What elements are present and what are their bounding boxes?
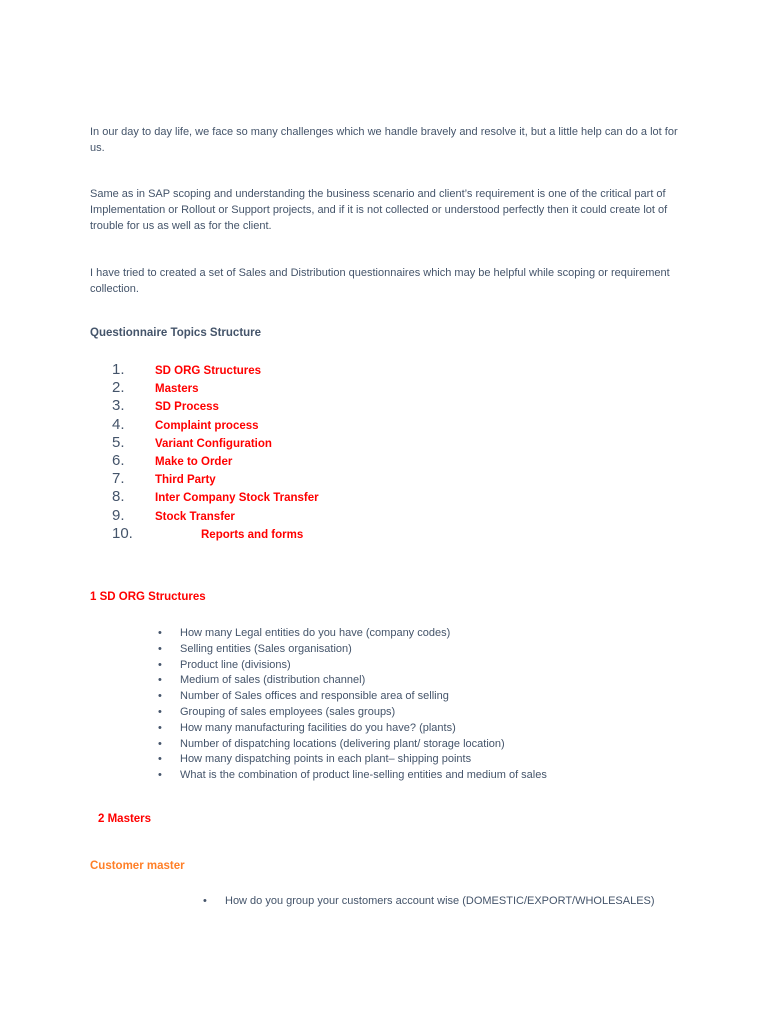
bullet-icon: • — [158, 737, 162, 750]
toc-item-label: Make to Order — [155, 455, 233, 468]
list-item-text: Number of dispatching locations (delivering plant/ storage location) — [180, 737, 505, 750]
toc-item-number: 4. — [112, 415, 125, 433]
toc-item-number: 10. — [112, 524, 133, 542]
toc-item-number: 6. — [112, 451, 125, 469]
toc-item-label: Complaint process — [155, 419, 259, 432]
bullet-icon: • — [158, 658, 162, 671]
intro-paragraph-1: In our day to day life, we face so many challenges which we handle bravely and resolve it, but a little help can do a lot for us. — [90, 126, 678, 154]
bullet-icon: • — [158, 721, 162, 734]
toc-item-number: 7. — [112, 470, 125, 488]
list-item-text: How many Legal entities do you have (company codes) — [180, 627, 451, 639]
toc-item-number: 1. — [112, 361, 125, 378]
toc-item-number: 9. — [112, 506, 125, 524]
toc-heading: Questionnaire Topics Structure — [90, 327, 262, 339]
list-item-text: What is the combination of product line-selling entities and medium of sales — [180, 769, 547, 782]
bullet-icon: • — [158, 690, 162, 703]
list-item-text: How many manufacturing facilities do you have? (plants) — [180, 721, 456, 734]
toc-item-number: 2. — [112, 379, 125, 397]
toc-item-number: 8. — [112, 488, 125, 506]
intro-paragraph-3: I have tried to created a set of Sales and Distribution questionnaires which may be helpful while scoping or requirement collection. — [90, 267, 670, 295]
intro-paragraph-2: Same as in SAP scoping and understanding the business scenario and client’s requirement is one of the critical part of Implementation or Rollout or Support projects, and if it is not collected or understood perfectly then it could create lot of trouble for us as well as for the client. — [90, 188, 668, 232]
section-1-heading: 1 SD ORG Structures — [90, 591, 206, 603]
bullet-icon: • — [158, 642, 162, 655]
toc-item-label: SD ORG Structures — [155, 365, 262, 377]
list-item-text: Medium of sales (distribution channel) — [180, 674, 366, 687]
list-item-text: How many dispatching points in each plant– shipping points — [180, 753, 472, 766]
toc-item-label: Third Party — [155, 474, 216, 487]
customer-master-heading: Customer master — [90, 860, 185, 872]
bullet-icon: • — [203, 895, 207, 907]
list-item-text: Selling entities (Sales organisation) — [180, 642, 352, 655]
toc-item-label: SD Process — [155, 401, 219, 414]
toc-item-number: 5. — [112, 433, 125, 451]
list-item-text: Grouping of sales employees (sales groups) — [180, 705, 396, 718]
toc-item-label: Stock Transfer — [155, 510, 235, 523]
bullet-icon: • — [158, 753, 162, 766]
list-item-text: How do you group your customers account wise (DOMESTIC/EXPORT/WHOLESALES) — [225, 895, 655, 907]
toc-item-label: Inter Company Stock Transfer — [155, 492, 319, 505]
toc-item-label: Masters — [155, 383, 199, 396]
section-2-heading: 2 Masters — [98, 813, 152, 825]
toc-item-label: Variant Configuration — [155, 437, 272, 450]
bullet-icon: • — [158, 674, 162, 687]
list-item-text: Number of Sales offices and responsible area of selling — [180, 690, 449, 703]
toc-item-number: 3. — [112, 397, 125, 415]
toc-item-label: Reports and forms — [201, 528, 304, 541]
bullet-icon: • — [158, 627, 162, 639]
bullet-icon: • — [158, 769, 162, 782]
list-item-text: Product line (divisions) — [180, 658, 291, 671]
bullet-icon: • — [158, 705, 162, 718]
